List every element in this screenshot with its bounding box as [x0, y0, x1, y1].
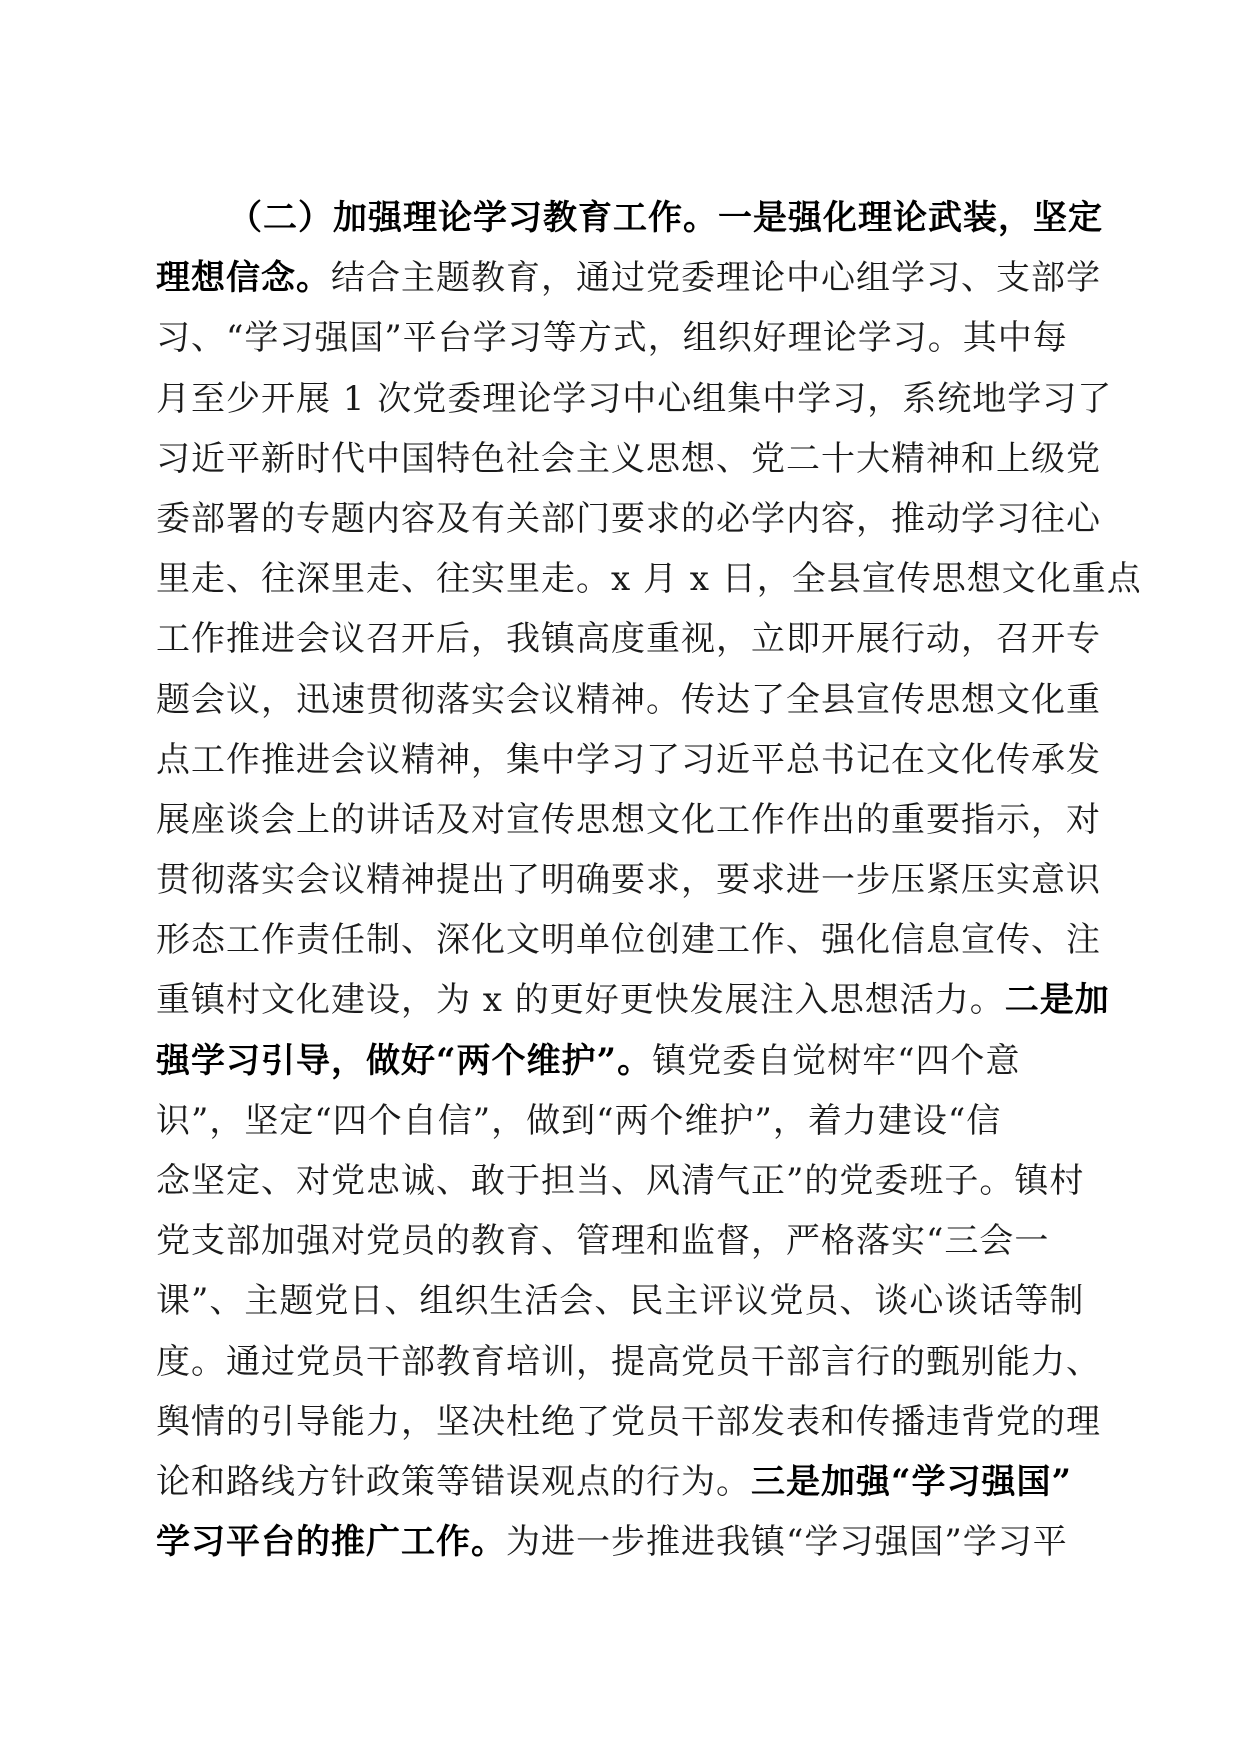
- body-text: 识”，坚定“四个自信”，做到“两个维护”，着力建设“信: [156, 1100, 1002, 1141]
- text-line: [156, 910, 1101, 970]
- body-text: 度。通过党员干部教育培训，提高党员干部言行的甄别能力、: [156, 1341, 1101, 1382]
- body-text: 党支部加强对党员的教育、管理和监督，严格落实“三会一: [156, 1221, 1050, 1262]
- body-text: 重镇村文化建设，为 x 的更好更快发展注入思想活力。: [156, 980, 1005, 1021]
- body-text: 习近平新时代中国特色社会主义思想、党二十大精神和上级党: [156, 438, 1101, 479]
- text-line: [156, 730, 1101, 790]
- body-text: 委部署的专题内容及有关部门要求的必学内容，推动学习往心: [156, 498, 1101, 539]
- bold-heading-text: 理想信念。: [156, 258, 331, 299]
- text-line: [156, 1151, 1086, 1211]
- text-line: [156, 1211, 1086, 1271]
- text-line: [156, 790, 1101, 850]
- bold-heading-text: 学习平台的推广工作。: [156, 1522, 506, 1563]
- body-text: 月至少开展 1 次党委理论学习中心组集中学习，系统地学习了: [156, 378, 1113, 419]
- text-line: [156, 1512, 1086, 1572]
- text-line: [156, 308, 1086, 368]
- text-line: [156, 1091, 1086, 1151]
- body-text: 里走、往深里走、往实里走。x 月 x 日，全县宣传思想文化重点: [156, 559, 1142, 600]
- body-text: 题会议，迅速贯彻落实会议精神。传达了全县宣传思想文化重: [156, 679, 1101, 720]
- text-line: [156, 549, 1142, 609]
- body-text: 为进一步推进我镇“学习强国”学习平: [506, 1522, 1068, 1563]
- bold-heading-text: （二）加强理论学习教育工作。一是强化理论武装，坚定: [228, 198, 1103, 238]
- text-line: [156, 369, 1113, 429]
- text-line: [156, 1452, 1086, 1512]
- bold-heading-text: 强学习引导，做好“两个维护”。: [156, 1040, 653, 1081]
- text-line: [156, 670, 1101, 730]
- body-text: 习、“学习强国”平台学习等方式，组织好理论学习。其中每: [156, 318, 1068, 359]
- text-line: [156, 1271, 1086, 1331]
- text-line: [156, 188, 1103, 248]
- body-text: 结合主题教育，通过党委理论中心组学习、支部学: [331, 258, 1101, 299]
- body-text: 念坚定、对党忠诚、敢于担当、风清气正”的党委班子。镇村: [156, 1161, 1085, 1201]
- body-text: 展座谈会上的讲话及对宣传思想文化工作作出的重要指示，对: [156, 799, 1101, 840]
- text-line: [156, 609, 1101, 669]
- body-text: 舆情的引导能力，坚决杜绝了党员干部发表和传播违背党的理: [156, 1401, 1101, 1442]
- bold-heading-text: 三是加强“学习强国”: [751, 1461, 1073, 1502]
- text-line: [156, 1031, 1086, 1091]
- bold-heading-text: 二是加: [1004, 980, 1110, 1021]
- body-paragraph: [156, 188, 1142, 1572]
- text-line: [156, 1332, 1101, 1392]
- body-text: 论和路线方针政策等错误观点的行为。: [156, 1461, 751, 1502]
- body-text: 形态工作责任制、深化文明单位创建工作、强化信息宣传、注: [156, 920, 1101, 961]
- text-line: [156, 970, 1110, 1030]
- text-line: [156, 429, 1101, 489]
- body-text: 点工作推进会议精神，集中学习了习近平总书记在文化传承发: [156, 739, 1101, 780]
- text-line: [156, 489, 1101, 549]
- text-line: [156, 248, 1101, 308]
- body-text: 工作推进会议召开后，我镇高度重视，立即开展行动，召开专: [156, 619, 1101, 660]
- text-line: [156, 850, 1101, 910]
- body-text: 镇党委自觉树牢“四个意: [652, 1040, 1021, 1081]
- body-text: 贯彻落实会议精神提出了明确要求，要求进一步压紧压实意识: [156, 860, 1101, 901]
- body-text: 课”、主题党日、组织生活会、民主评议党员、谈心谈话等制: [156, 1281, 1085, 1322]
- text-line: [156, 1392, 1101, 1452]
